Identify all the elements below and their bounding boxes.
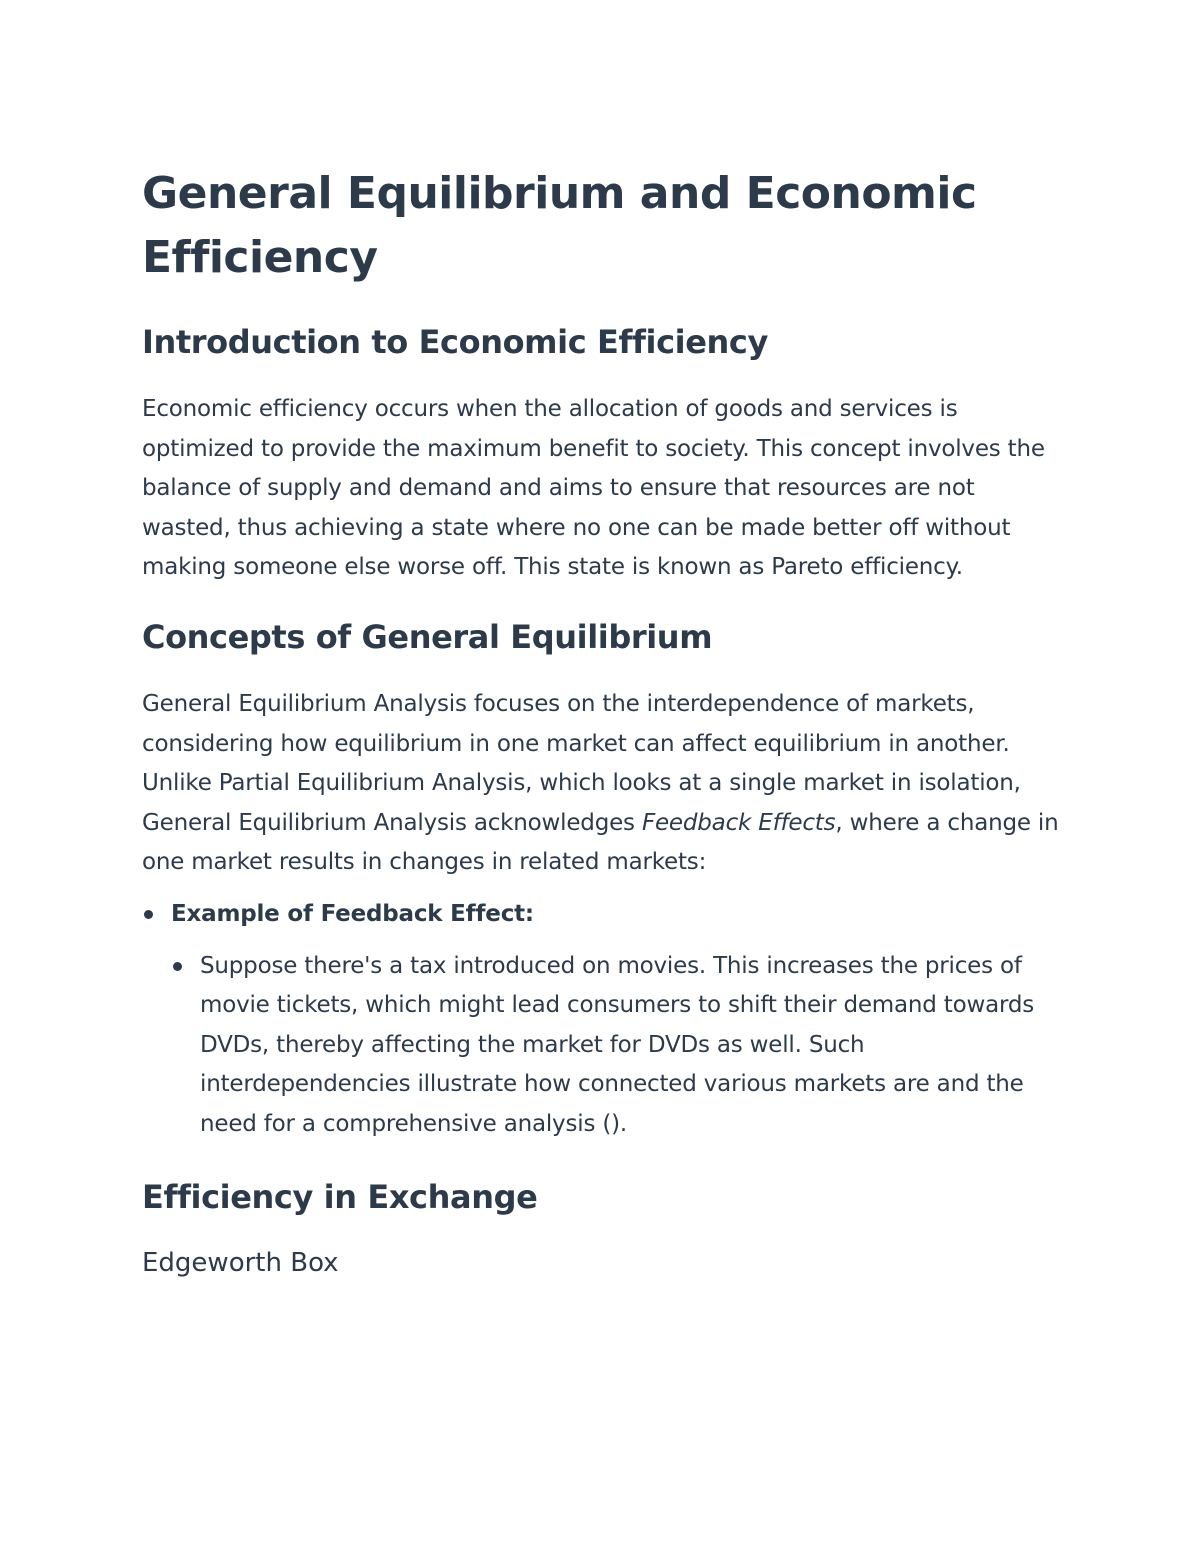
sub-bullet-text: Suppose there's a tax introduced on movies. This increases the prices of movie tickets, which might lead consumers to shift their demand towards DVDs, thereby affecting the market for DVDs as well. Such interdependencies illustrate how connected various markets are and the need for a comprehensive analysis ().	[200, 952, 1035, 1137]
subsection-heading-edgeworth: Edgeworth Box	[142, 1247, 339, 1278]
bullet-dot-icon	[144, 910, 153, 919]
bullet-list	[142, 895, 1062, 1145]
concepts-paragraph	[142, 685, 1062, 883]
sub-bullet-list	[171, 947, 1062, 1145]
list-item	[142, 895, 1062, 1145]
bullet-label: Example of Feedback Effect:	[171, 900, 534, 927]
concepts-paragraph-text-start: General Equilibrium Analysis focuses on the interdependence of markets, considering how equilibrium in one market can affect equilibrium in another. Unlike Partial Equilibrium Analysis, which looks at a single market in isolation, General Equilibrium Analysis acknowledges	[142, 690, 1021, 836]
document-title: General Equilibrium and Economic Efficiency	[142, 168, 977, 283]
document-page	[142, 162, 1062, 1281]
sub-list-item	[171, 947, 1062, 1145]
feedback-effects-emphasis: Feedback Effects	[641, 809, 836, 836]
concepts-paragraph-text-end: , where a change in one market results in changes in related markets:	[142, 809, 1059, 876]
introduction-paragraph: Economic efficiency occurs when the allocation of goods and services is optimized to provide the maximum benefit to society. This concept involves the balance of supply and demand and aims to ensure that resources are not wasted, thus achieving a state where no one can be made better off without making someone else worse off. This state is known as Pareto efficiency.	[142, 396, 1045, 581]
section-heading-introduction: Introduction to Economic Efficiency	[142, 323, 768, 361]
section-heading-concepts: Concepts of General Equilibrium	[142, 617, 713, 656]
section-heading-exchange: Efficiency in Exchange	[142, 1177, 538, 1216]
sub-bullet-dot-icon	[173, 962, 182, 971]
